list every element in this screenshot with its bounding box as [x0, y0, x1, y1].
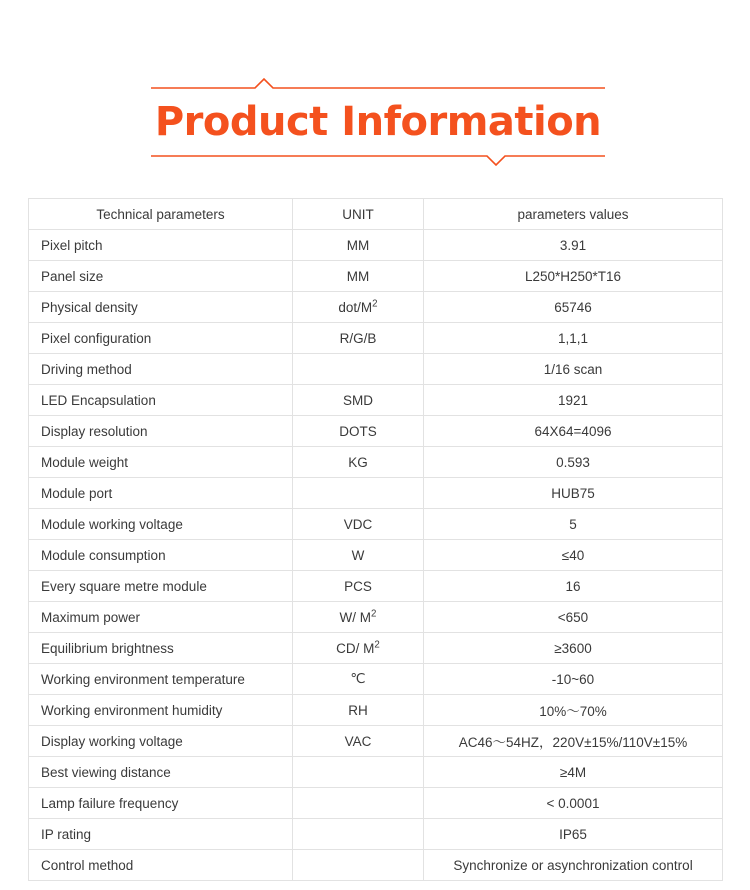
cell-unit: VAC	[293, 726, 424, 757]
table-row	[29, 571, 723, 602]
table-row	[29, 602, 723, 633]
cell-value: IP65	[424, 819, 723, 850]
cell-parameter: Working environment temperature	[29, 664, 293, 695]
cell-unit: MM	[293, 230, 424, 261]
table-row	[29, 695, 723, 726]
cell-value: 3.91	[424, 230, 723, 261]
page-title: Product Information	[154, 99, 602, 145]
cell-unit: CD/ $M^2$	[293, 633, 424, 664]
cell-parameter: Best viewing distance	[29, 757, 293, 788]
cell-unit	[293, 850, 424, 881]
table-row	[29, 664, 723, 695]
cell-parameter: Equilibrium brightness	[29, 633, 293, 664]
cell-value: ≥4M	[424, 757, 723, 788]
cell-parameter: Panel size	[29, 261, 293, 292]
table-row	[29, 478, 723, 509]
cell-value: 10%～70%	[424, 695, 723, 726]
table-header-row	[29, 199, 723, 230]
table-row	[29, 540, 723, 571]
table-row	[29, 354, 723, 385]
cell-value: 1921	[424, 385, 723, 416]
cell-parameter: Module working voltage	[29, 509, 293, 540]
cell-parameter: IP rating	[29, 819, 293, 850]
table-body	[29, 199, 723, 881]
cell-value: 1,1,1	[424, 323, 723, 354]
cell-unit: SMD	[293, 385, 424, 416]
cell-unit: W	[293, 540, 424, 571]
cell-parameter: Every square metre module	[29, 571, 293, 602]
table-row	[29, 850, 723, 881]
cell-unit: PCS	[293, 571, 424, 602]
table-row	[29, 261, 723, 292]
table-row	[29, 788, 723, 819]
table-row	[29, 292, 723, 323]
decorative-rule-top	[151, 78, 605, 90]
cell-parameter: Pixel configuration	[29, 323, 293, 354]
cell-unit: DOTS	[293, 416, 424, 447]
cell-unit: R/G/B	[293, 323, 424, 354]
table-row	[29, 633, 723, 664]
column-header-3: parameters values	[424, 199, 723, 230]
cell-parameter: Module consumption	[29, 540, 293, 571]
cell-unit: KG	[293, 447, 424, 478]
cell-unit: ℃	[293, 664, 424, 695]
cell-parameter: Display resolution	[29, 416, 293, 447]
cell-parameter: Control method	[29, 850, 293, 881]
cell-parameter: Lamp failure frequency	[29, 788, 293, 819]
cell-value: Synchronize or asynchronization control	[424, 850, 723, 881]
cell-value: L250*H250*T16	[424, 261, 723, 292]
cell-unit: MM	[293, 261, 424, 292]
cell-value: 5	[424, 509, 723, 540]
cell-unit	[293, 354, 424, 385]
cell-value: -10~60	[424, 664, 723, 695]
cell-parameter: Display working voltage	[29, 726, 293, 757]
page-header	[145, 78, 611, 178]
table-row	[29, 757, 723, 788]
table-row	[29, 323, 723, 354]
specifications-table	[28, 198, 723, 881]
table-row	[29, 385, 723, 416]
cell-parameter: Pixel pitch	[29, 230, 293, 261]
table-row	[29, 726, 723, 757]
cell-parameter: Module port	[29, 478, 293, 509]
cell-value: 0.593	[424, 447, 723, 478]
cell-parameter: LED Encapsulation	[29, 385, 293, 416]
cell-parameter: Physical density	[29, 292, 293, 323]
cell-value: 64X64=4096	[424, 416, 723, 447]
cell-value: <650	[424, 602, 723, 633]
cell-value: ≤40	[424, 540, 723, 571]
cell-unit	[293, 819, 424, 850]
column-header-1: Technical parameters	[29, 199, 293, 230]
cell-unit: VDC	[293, 509, 424, 540]
decorative-rule-bottom	[151, 154, 605, 166]
cell-value: ≥3600	[424, 633, 723, 664]
cell-value: HUB75	[424, 478, 723, 509]
table-row	[29, 447, 723, 478]
table-row	[29, 416, 723, 447]
cell-value: 1/16 scan	[424, 354, 723, 385]
cell-parameter: Module weight	[29, 447, 293, 478]
cell-value: 65746	[424, 292, 723, 323]
cell-unit: W/ $M^2$	[293, 602, 424, 633]
cell-value: AC46～54HZ，220V±15%/110V±15%	[424, 726, 723, 757]
cell-value: < 0.0001	[424, 788, 723, 819]
table-row	[29, 819, 723, 850]
column-header-2: UNIT	[293, 199, 424, 230]
cell-parameter: Maximum power	[29, 602, 293, 633]
cell-value: 16	[424, 571, 723, 602]
cell-unit	[293, 478, 424, 509]
cell-unit: dot/$M^2$	[293, 292, 424, 323]
cell-unit	[293, 788, 424, 819]
cell-parameter: Driving method	[29, 354, 293, 385]
table-row	[29, 230, 723, 261]
table-row	[29, 509, 723, 540]
cell-unit	[293, 757, 424, 788]
cell-unit: RH	[293, 695, 424, 726]
cell-parameter: Working environment humidity	[29, 695, 293, 726]
